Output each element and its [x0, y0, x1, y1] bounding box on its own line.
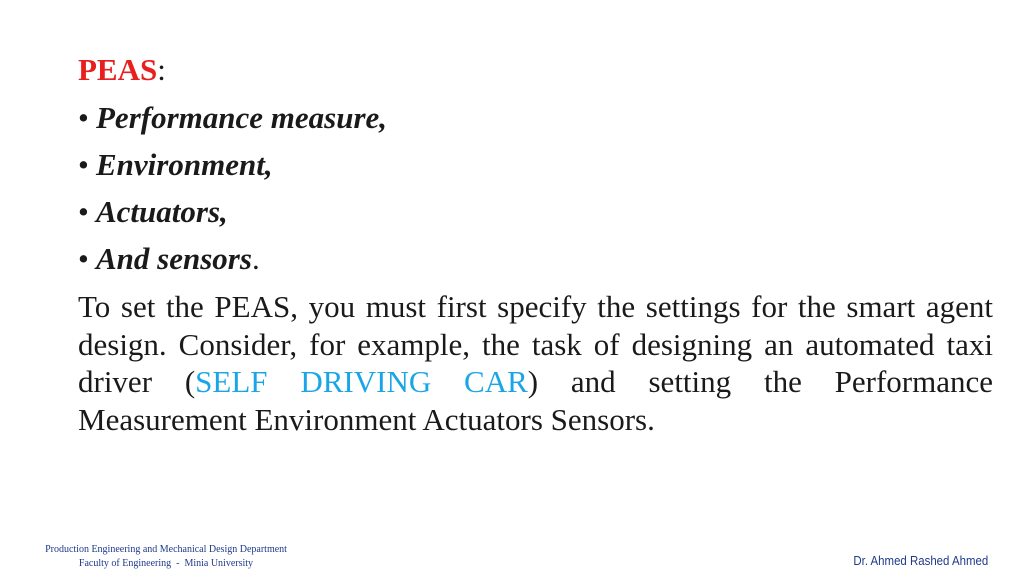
paragraph-after: ) and setting the Performance Measurement Environment Actuators Sensors. — [78, 364, 994, 437]
footer-affiliation — [36, 543, 296, 571]
bullet-tail: . — [251, 241, 260, 276]
paragraph-before: To set the PEAS, you must first specify the settings for the smart agent design. Consider, for example, the task of designing an automated taxi driver ( — [78, 289, 993, 399]
peas-heading — [78, 48, 993, 92]
slide-content — [78, 48, 993, 438]
bullet-text: Actuators, — [96, 194, 228, 229]
footer-department: Production Engineering and Mechanical Design Department — [45, 544, 287, 555]
peas-bullet-list — [78, 94, 993, 282]
description-paragraph — [78, 288, 993, 438]
bullet-sensors — [78, 235, 993, 282]
footer-author: Dr. Ahmed Rashed Ahmed — [853, 553, 988, 568]
bullet-performance-measure — [78, 94, 993, 141]
peas-heading-colon: : — [157, 52, 166, 87]
bullet-icon: • — [78, 147, 89, 182]
bullet-text: And sensors — [96, 241, 252, 276]
bullet-icon: • — [78, 241, 89, 276]
footer-faculty: Faculty of Engineering - Minia University — [78, 558, 254, 569]
bullet-environment — [78, 141, 993, 188]
bullet-actuators — [78, 188, 993, 235]
bullet-text: Performance measure, — [96, 100, 388, 135]
peas-heading-word: PEAS — [78, 52, 158, 87]
bullet-icon: • — [78, 100, 89, 135]
bullet-icon: • — [78, 194, 89, 229]
bullet-text: Environment, — [96, 147, 273, 182]
self-driving-car-highlight: SELF DRIVING CAR — [195, 364, 528, 399]
